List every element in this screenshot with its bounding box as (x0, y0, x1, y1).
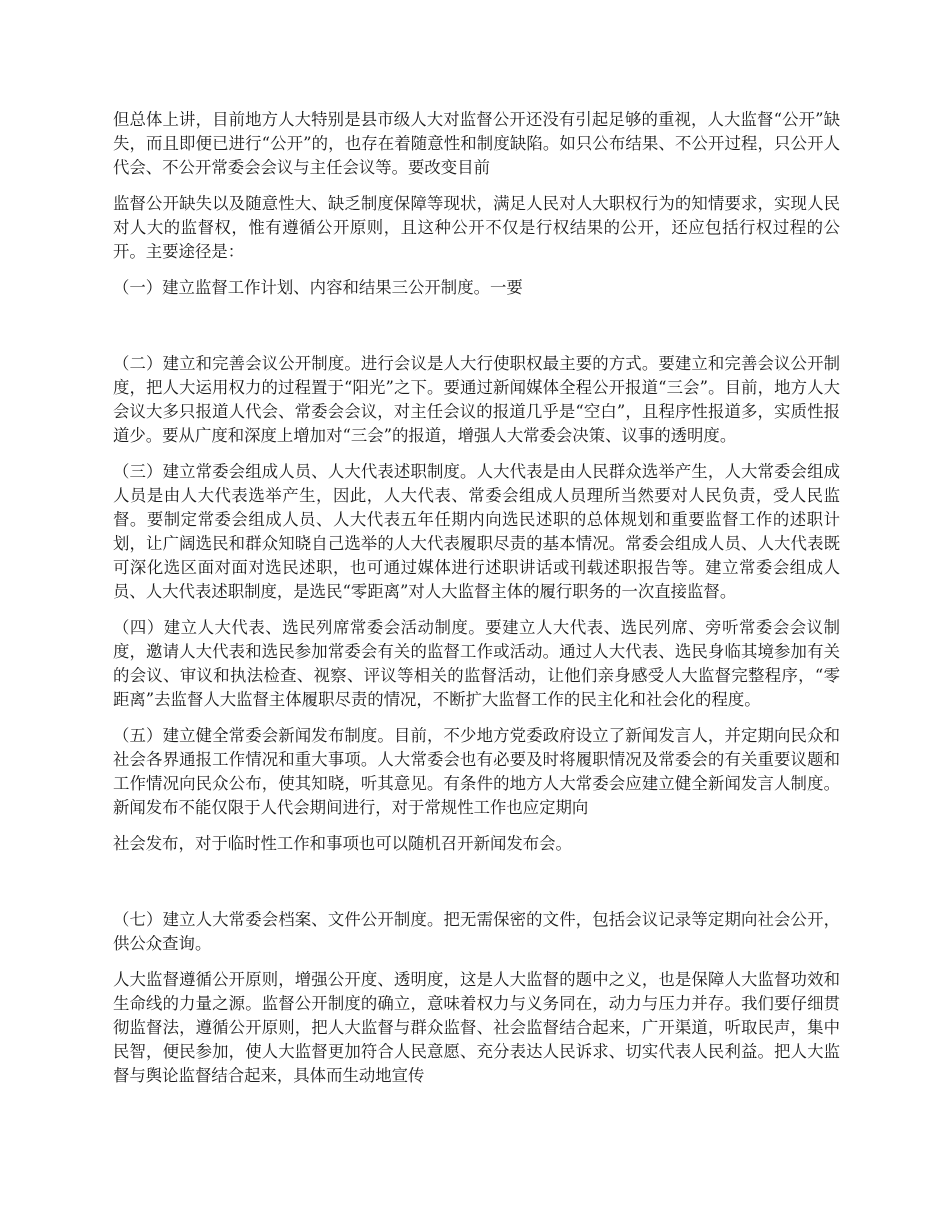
document-body (113, 108, 840, 1100)
paragraph-6: （四）建立人大代表、选民列席常委会活动制度。要建立人大代表、选民列席、旁听常委会会议制度，邀请人大代表和选民参加常委会有关的监督工作或活动。通过人大代表、选民身临其境参加有关的会议、审议和执法检查、视察、评议等相关的监督活动，让他们亲身感受人大监督完整程序，“零距离”去监督人大监督主体履职尽责的情况，不断扩大监督工作的民主化和社会化的程度。 (113, 618, 840, 709)
paragraph-1: 但总体上讲，目前地方人大特别是县市级人大对监督公开还没有引起足够的重视，人大监督“公开”缺失，而且即便已进行“公开”的，也存在着随意性和制度缺陷。如只公布结果、不公开过程，只公开人代会、不公开常委会会议与主任会议等。要改变目前 (113, 110, 840, 177)
paragraph-5: （三）建立常委会组成人员、人大代表述职制度。人大代表是由人民群众选举产生，人大常委会组成人员是由人大代表选举产生，因此，人大代表、常委会组成人员理所当然要对人民负责，受人民监督。要制定常委会组成人员、人大代表五年任期内向选民述职的总体规划和重要监督工作的述职计划，让广阔选民和群众知晓自己选举的人大代表履职尽责的基本情况。常委会组成人员、人大代表既可深化选区面对面对选民述职，也可通过媒体进行述职讲话或刊载述职报告等。建立常委会组成人员、人大代表述职制度，是选民“零距离”对人大监督主体的履行职务的一次直接监督。 (113, 462, 840, 601)
paragraph-2: 监督公开缺失以及随意性大、缺乏制度保障等现状，满足人民对人大职权行为的知情要求，实现人民对人大的监督权，惟有遵循公开原则，且这种公开不仅是行权结果的公开，还应包括行权过程的公开。主要途径是： (113, 194, 840, 261)
paragraph-8: 社会发布，对于临时性工作和事项也可以随机召开新闻发布会。 (113, 834, 572, 853)
paragraph-4: （二）建立和完善会议公开制度。进行会议是人大行使职权最主要的方式。要建立和完善会议公开制度，把人大运用权力的过程置于“阳光”之下。要通过新闻媒体全程公开报道“三会”。目前，地方人大会议大多只报道人代会、常委会会议，对主任会议的报道几乎是“空白”，且程序性报道多，实质性报道少。要从广度和深度上增加对“三会”的报道，增强人大常委会决策、议事的透明度。 (113, 354, 840, 445)
paragraph-9: （七）建立人大常委会档案、文件公开制度。把无需保密的文件，包括会议记录等定期向社会公开，供公众查询。 (113, 910, 840, 953)
blank-gap (113, 868, 840, 908)
paragraph-10: 人大监督遵循公开原则，增强公开度、透明度，这是人大监督的题中之义，也是保障人大监督功效和生命线的力量之源。监督公开制度的确立，意味着权力与义务同在，动力与压力并存。我们要仔细贯彻监督法，遵循公开原则，把人大监督与群众监督、社会监督结合起来，广开渠道，听取民声，集中民智，便民参加，使人大监督更加符合人民意愿、充分表达人民诉求、切实代表人民利益。把人大监督与舆论监督结合起来，具体而生动地宣传 (113, 970, 840, 1085)
paragraph-3: （一）建立监督工作计划、内容和结果三公开制度。一要 (113, 278, 523, 297)
paragraph-7: （五）建立健全常委会新闻发布制度。目前，不少地方党委政府设立了新闻发言人，并定期向民众和社会各界通报工作情况和重大事项。人大常委会也有必要及时将履职情况及常委会的有关重要议题和工作情况向民众公布，使其知晓，听其意见。有条件的地方人大常委会应建立健全新闻发言人制度。新闻发布不能仅限于人代会期间进行，对于常规性工作也应定期向 (113, 726, 840, 817)
blank-gap (113, 312, 840, 352)
